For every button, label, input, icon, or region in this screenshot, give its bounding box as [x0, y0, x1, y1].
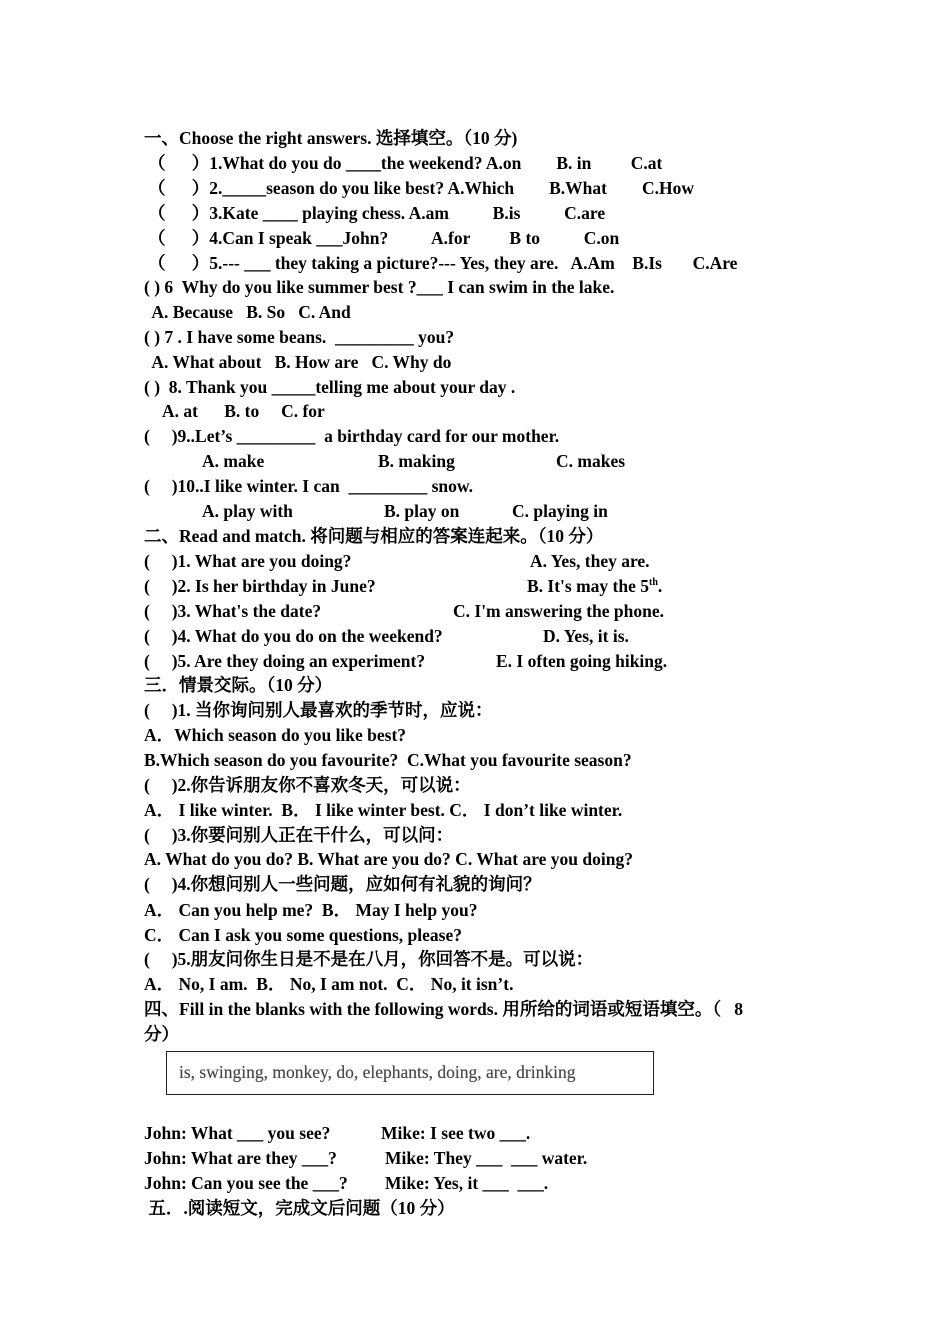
s1-question-6: ( ) 6 Why do you like summer best ?___ I can swim in the lake.: [144, 277, 615, 297]
s1-question-9: ( )9..Let’s _________ a birthday card for our mother.: [144, 426, 560, 446]
dialogue-2-john: John: What are they ___?: [144, 1148, 337, 1168]
s2-question-5: ( )5. Are they doing an experiment?: [144, 651, 426, 671]
s2-question-1: ( )1. What are you doing?: [144, 551, 352, 571]
dialogue-2-mike: Mike: They ___ ___ water.: [385, 1148, 588, 1168]
s1-question-3: （ ）3.Kate ____ playing chess. A.am B.is C.are: [148, 203, 606, 223]
s3-question-3: ( )3.你要问别人正在干什么，可以问：: [144, 825, 454, 845]
s1-question-9-option-c: C. makes: [556, 451, 626, 471]
s1-question-6-options: A. Because B. So C. And: [148, 302, 351, 322]
s3-question-5: ( )5.朋友问你生日是不是在八月，你回答不是。可以说：: [144, 949, 594, 969]
section3-heading: 三．情景交际。（10 分）: [144, 675, 333, 695]
s2-question-3: ( )3. What's the date?: [144, 601, 322, 621]
section4-heading: 四、Fill in the blanks with the following words. 用所给的词语或短语填空。（ 8: [144, 999, 743, 1019]
s1-question-8-options: A. at B. to C. for: [162, 401, 325, 421]
s1-question-10-option-c: C. playing in: [512, 501, 608, 521]
s3-question-5-options: A． No, I am. B． No, I am not. C． No, it isn’t.: [144, 974, 514, 994]
section5-heading: 五．.阅读短文，完成文后问题（10 分）: [144, 1198, 455, 1218]
dialogue-3-john: John: Can you see the ___?: [144, 1173, 348, 1193]
s1-question-7: ( ) 7 . I have some beans. _________ you?: [144, 327, 455, 347]
s2-answer-a: A. Yes, they are.: [530, 551, 650, 571]
s1-question-2: （ ）2._____season do you like best? A.Which B.What C.How: [148, 178, 694, 198]
s1-question-8: ( ) 8. Thank you _____telling me about your day .: [144, 377, 516, 397]
s2-answer-d: D. Yes, it is.: [543, 626, 629, 646]
s2-answer-c: C. I'm answering the phone.: [453, 601, 664, 621]
s1-question-9-option-b: B. making: [378, 451, 455, 471]
dialogue-1-mike: Mike: I see two ___.: [381, 1123, 531, 1143]
word-bank-text: is, swinging, monkey, do, elephants, doing, are, drinking: [179, 1062, 576, 1082]
s1-question-10-option-b: B. play on: [384, 501, 460, 521]
dialogue-1-john: John: What ___ you see?: [144, 1123, 331, 1143]
s1-question-4: （ ）4.Can I speak ___John? A.for B to C.on: [148, 228, 620, 248]
s3-question-4-option-c: C． Can I ask you some questions, please?: [144, 925, 462, 945]
s2-question-4: ( )4. What do you do on the weekend?: [144, 626, 443, 646]
word-bank-box: [166, 1051, 654, 1095]
s1-question-10: ( )10..I like winter. I can _________ snow.: [144, 476, 473, 496]
s1-question-7-options: A. What about B. How are C. Why do: [148, 352, 452, 372]
s2-answer-b: B. It's may the 5th.: [527, 576, 663, 596]
s1-question-10-option-a: A. play with: [202, 501, 293, 521]
s2-answer-e: E. I often going hiking.: [496, 651, 668, 671]
s3-question-3-options: A. What do you do? B. What are you do? C. What are you doing?: [144, 849, 633, 869]
section1-heading: 一、Choose the right answers. 选择填空。（10 分): [144, 128, 518, 148]
s3-question-4-options-ab: A． Can you help me? B． May I help you?: [144, 900, 478, 920]
ordinal-suffix: th: [649, 577, 658, 589]
s1-question-9-option-a: A. make: [202, 451, 265, 471]
s3-question-2: ( )2.你告诉朋友你不喜欢冬天，可以说：: [144, 775, 471, 795]
section4-heading-cont: 分）: [144, 1024, 179, 1044]
s3-question-1-option-a: A．Which season do you like best?: [144, 725, 407, 745]
s1-question-5: （ ）5.--- ___ they taking a picture?--- Yes, they are. A.Am B.Is C.Are: [148, 253, 738, 273]
s3-question-4: ( )4.你想问别人一些问题，应如何有礼貌的询问？: [144, 874, 541, 894]
s1-question-1: （ ）1.What do you do ____the weekend? A.on B. in C.at: [148, 153, 663, 173]
section2-heading: 二、Read and match. 将问题与相应的答案连起来。（10 分）: [144, 526, 604, 546]
s3-question-2-options: A． I like winter. B． I like winter best. C． I don’t like winter.: [144, 800, 623, 820]
dialogue-3-mike: Mike: Yes, it ___ ___.: [385, 1173, 549, 1193]
s2-question-2: ( )2. Is her birthday in June?: [144, 576, 376, 596]
s3-question-1: ( )1. 当你询问别人最喜欢的季节时，应说：: [144, 700, 493, 720]
s3-question-1-options-bc: B.Which season do you favourite? C.What you favourite season?: [144, 750, 632, 770]
